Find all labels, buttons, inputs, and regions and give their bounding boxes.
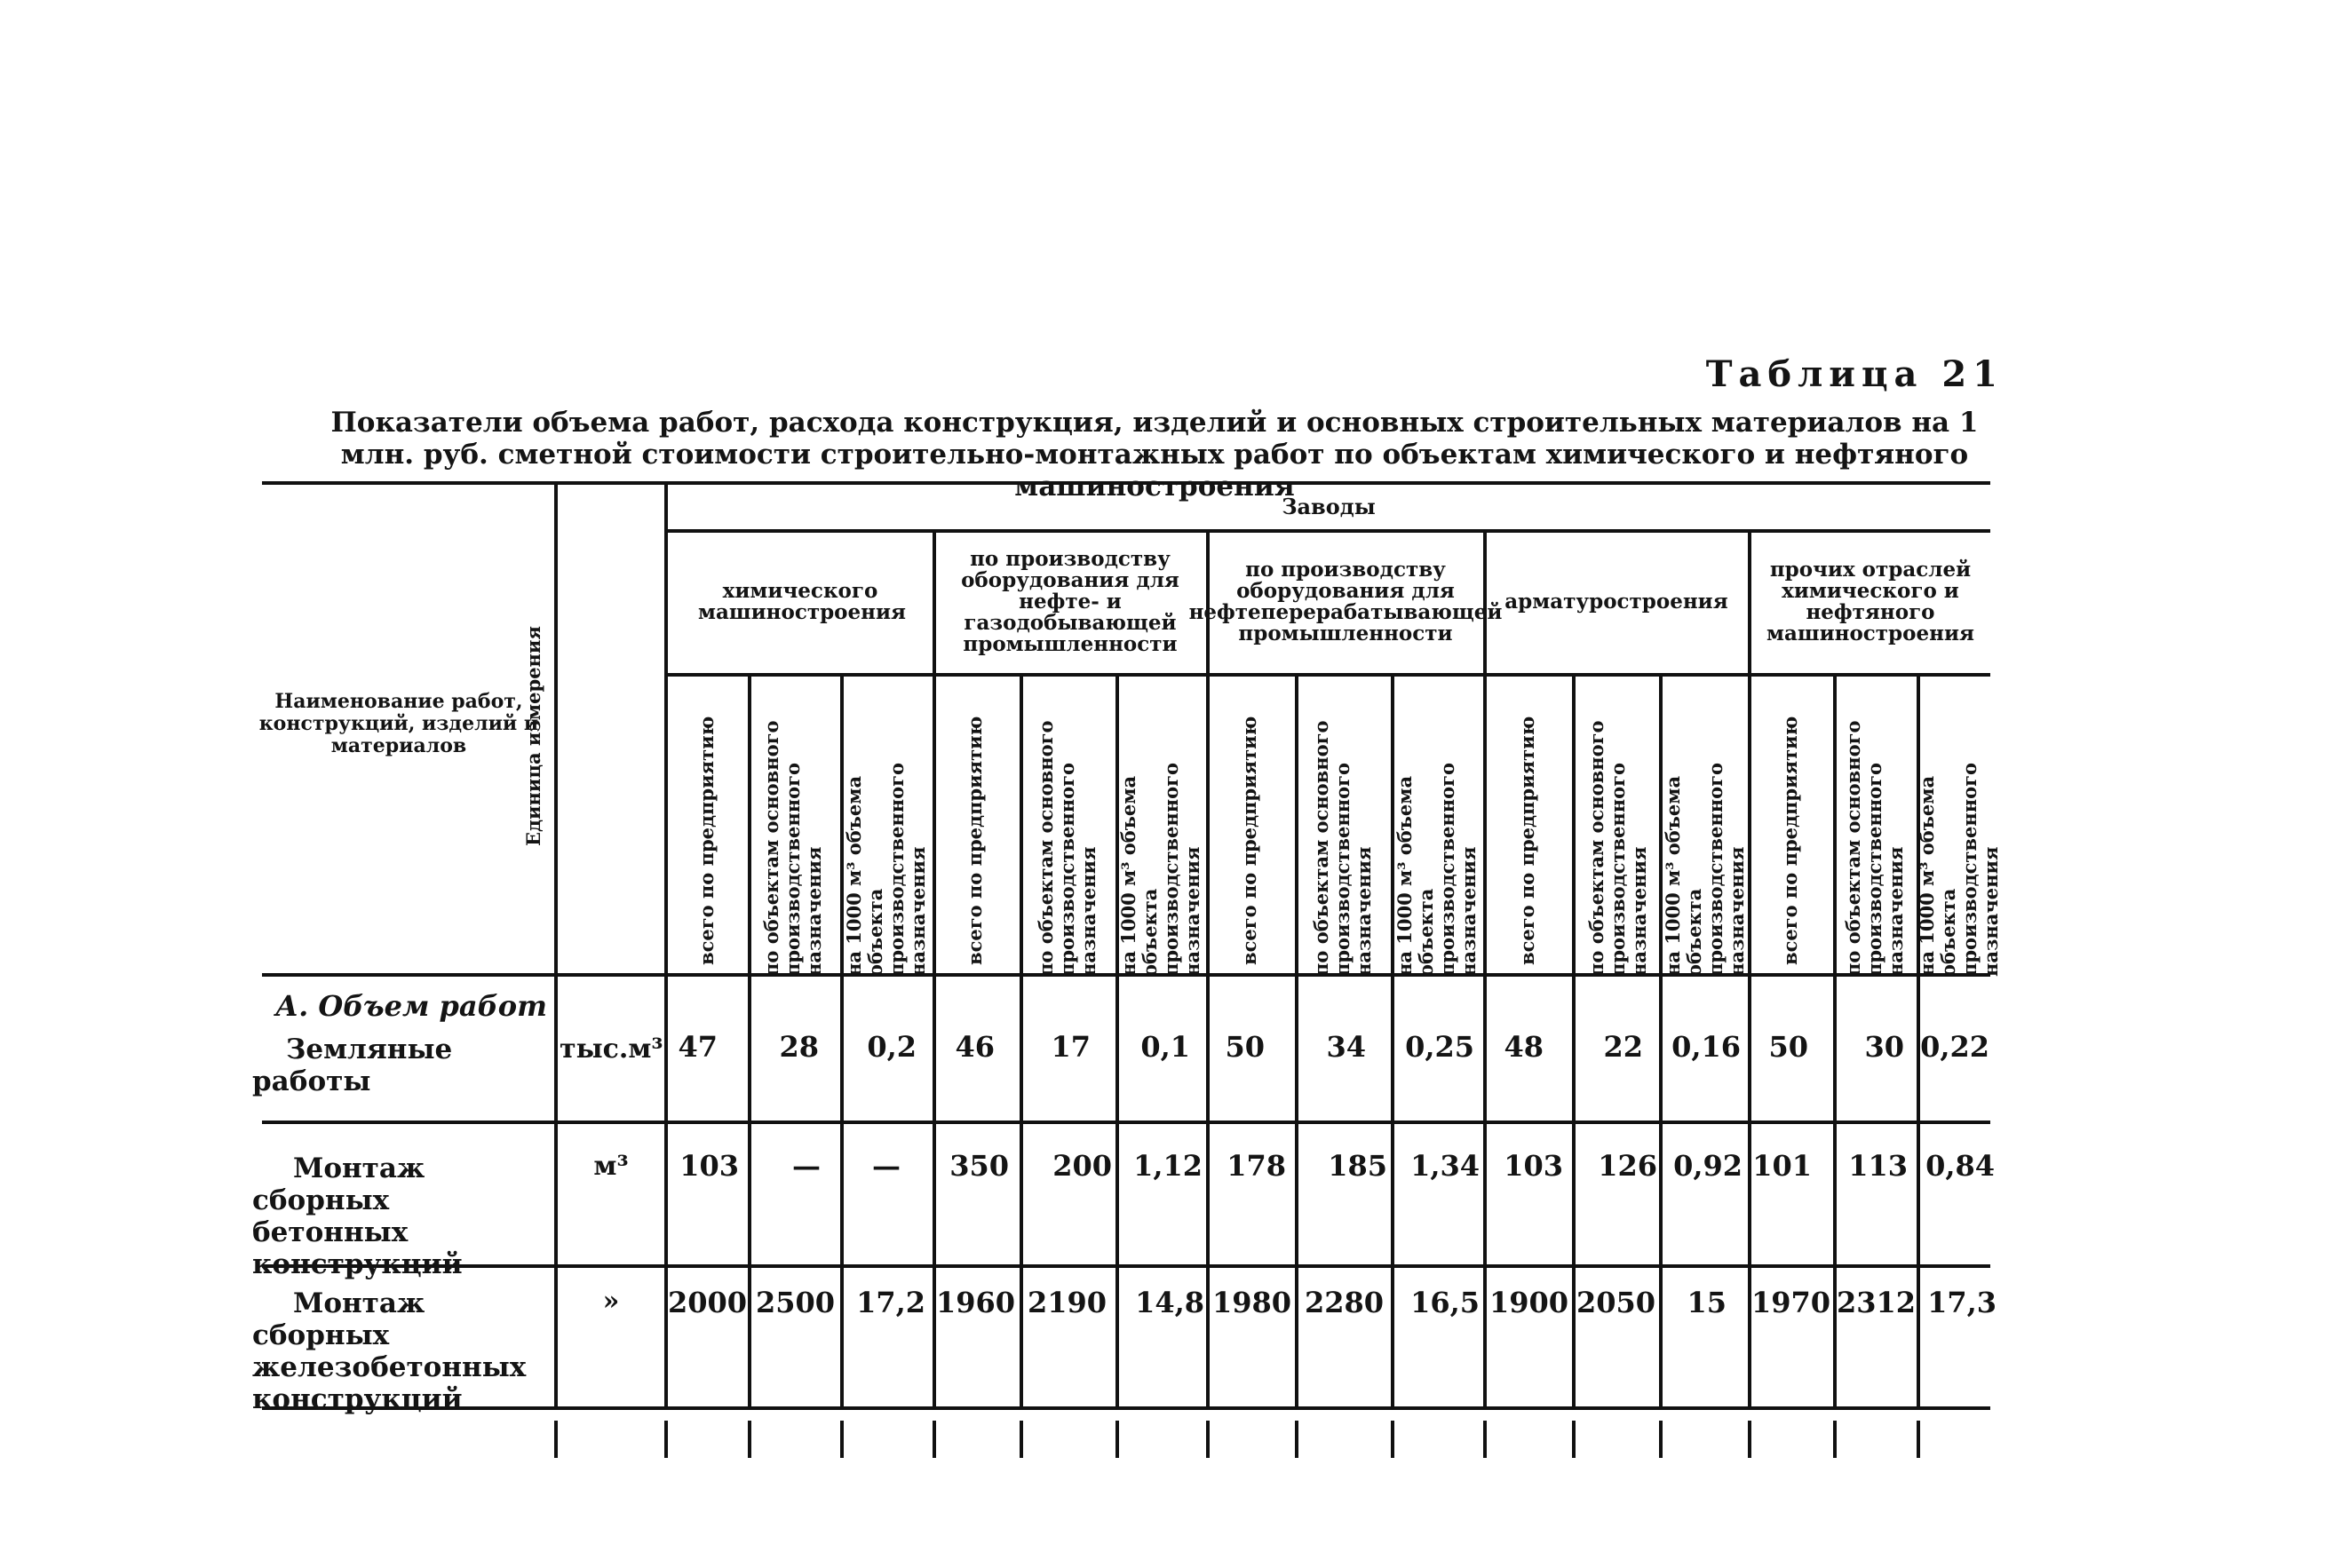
subcol-header-per1000: на 1000 м³ объема объекта производственного назначения bbox=[1662, 762, 1748, 977]
value-cell: 17,3 bbox=[1927, 1286, 1997, 1319]
group-header-valves bbox=[1487, 533, 1746, 671]
value-cell: 2312 bbox=[1837, 1286, 1917, 1319]
group-header-oil-refining bbox=[1188, 533, 1503, 671]
value-cell: 126 bbox=[1598, 1149, 1657, 1183]
name-column-header bbox=[254, 657, 544, 790]
continuation-tick bbox=[1572, 1421, 1576, 1458]
table-label: Таблица 21 bbox=[1705, 353, 2004, 395]
subcol-header-main: по объектам основного производственного назначения bbox=[1035, 720, 1100, 977]
row-unit: м³ bbox=[593, 1151, 629, 1182]
value-cell: 0,92 bbox=[1673, 1149, 1743, 1183]
continuation-tick bbox=[1206, 1421, 1210, 1458]
group-header-oil-gas-extraction bbox=[936, 533, 1204, 671]
value-cell: — bbox=[792, 1149, 821, 1183]
value-cell: 17 bbox=[1051, 1030, 1091, 1064]
value-cell: — bbox=[872, 1149, 901, 1183]
continuation-tick bbox=[748, 1421, 751, 1458]
continuation-tick bbox=[1659, 1421, 1663, 1458]
value-cell: 185 bbox=[1328, 1149, 1387, 1183]
value-cell: 28 bbox=[779, 1030, 819, 1064]
value-cell: 1970 bbox=[1751, 1286, 1831, 1319]
value-cell: 2500 bbox=[755, 1286, 835, 1319]
value-cell: 48 bbox=[1504, 1030, 1544, 1064]
subcol-header-main: по объектам основного производственного назначения bbox=[1842, 720, 1907, 977]
row-name: Монтаж сборных бетонных конструкций bbox=[252, 1152, 463, 1280]
value-cell: 47 bbox=[678, 1030, 718, 1064]
value-cell: 16,5 bbox=[1410, 1286, 1480, 1319]
value-cell: 0,84 bbox=[1925, 1149, 1995, 1183]
row-unit: » bbox=[602, 1286, 620, 1317]
value-cell: 1,12 bbox=[1133, 1149, 1203, 1183]
unit-column-header: Единица измерения bbox=[522, 625, 544, 847]
value-cell: 17,2 bbox=[856, 1286, 925, 1319]
group-header-label: по производству оборудования для нефте- и газодобывающей промышленности bbox=[961, 547, 1179, 656]
value-cell: 22 bbox=[1603, 1030, 1643, 1064]
continuation-tick bbox=[1391, 1421, 1394, 1458]
continuation-tick bbox=[840, 1421, 844, 1458]
continuation-tick bbox=[933, 1421, 936, 1458]
group-header-other bbox=[1751, 533, 1989, 671]
value-cell: 178 bbox=[1227, 1149, 1286, 1183]
value-cell: 46 bbox=[955, 1030, 995, 1064]
continuation-tick bbox=[1833, 1421, 1837, 1458]
subcol-header-total: всего по предприятию bbox=[1779, 716, 1801, 965]
value-cell: 350 bbox=[949, 1149, 1009, 1183]
continuation-tick bbox=[1748, 1421, 1751, 1458]
subcol-header-per1000: на 1000 м³ объема объекта производственного назначения bbox=[1117, 762, 1203, 977]
group-header-chemical bbox=[670, 533, 931, 671]
row1-bottom-rule bbox=[262, 1121, 1990, 1124]
section-heading: А. Объем работ bbox=[275, 989, 547, 1023]
subcol-header-main: по объектам основного производственного назначения bbox=[1585, 720, 1650, 977]
group-header-label: арматуростроения bbox=[1504, 590, 1728, 614]
value-cell: 30 bbox=[1864, 1030, 1904, 1064]
subcol-header-per1000: на 1000 м³ объема объекта производственного назначения bbox=[1916, 762, 2002, 977]
subcol-header-total: всего по предприятию bbox=[964, 716, 986, 965]
col-rule bbox=[664, 481, 668, 1406]
subcol-header-main: по объектам основного производственного назначения bbox=[1310, 720, 1375, 977]
table-title: Показатели объема работ, расхода конструкция, изделий и основных строительных материалов на 1 млн. руб. сметной стоимости строительно-монтажных работ по объектам химического и нефтяного машиностроения bbox=[330, 407, 1979, 503]
value-cell: 0,16 bbox=[1671, 1030, 1741, 1064]
zavody-header bbox=[668, 485, 1989, 527]
value-cell: 2190 bbox=[1027, 1286, 1107, 1319]
value-cell: 14,8 bbox=[1135, 1286, 1204, 1319]
subcol-header-per1000: на 1000 м³ объема объекта производственного назначения bbox=[843, 762, 929, 977]
value-cell: 50 bbox=[1225, 1030, 1265, 1064]
subcol-header-per1000: на 1000 м³ объема объекта производственного назначения bbox=[1393, 762, 1480, 977]
subcol-header-total: всего по предприятию bbox=[695, 716, 718, 965]
value-cell: 101 bbox=[1752, 1149, 1812, 1183]
value-cell: 103 bbox=[679, 1149, 739, 1183]
value-cell: 200 bbox=[1052, 1149, 1112, 1183]
continuation-tick bbox=[1295, 1421, 1298, 1458]
value-cell: 0,1 bbox=[1140, 1030, 1190, 1064]
group-header-label: по производству оборудования для нефтеперерабатывающей промышленности bbox=[1188, 558, 1503, 645]
value-cell: 0,25 bbox=[1405, 1030, 1474, 1064]
row-name: Земляные работы bbox=[252, 1033, 453, 1097]
continuation-tick bbox=[1115, 1421, 1119, 1458]
zavody-header-text: Заводы bbox=[1282, 493, 1376, 519]
value-cell: 2050 bbox=[1576, 1286, 1655, 1319]
value-cell: 1900 bbox=[1489, 1286, 1568, 1319]
value-cell: 15 bbox=[1687, 1286, 1727, 1319]
value-cell: 1960 bbox=[936, 1286, 1016, 1319]
value-cell: 2280 bbox=[1304, 1286, 1384, 1319]
continuation-tick bbox=[1483, 1421, 1487, 1458]
continuation-tick bbox=[1917, 1421, 1920, 1458]
value-cell: 113 bbox=[1848, 1149, 1908, 1183]
subcol-header-main: по объектам основного производственного назначения bbox=[760, 720, 825, 977]
value-cell: 1980 bbox=[1211, 1286, 1291, 1319]
subcol-header-total: всего по предприятию bbox=[1516, 716, 1538, 965]
row-name: Монтаж сборных железобетонных конструкций bbox=[252, 1287, 527, 1415]
value-cell: 0,22 bbox=[1920, 1030, 1989, 1064]
continuation-tick bbox=[1020, 1421, 1023, 1458]
group-header-label: химического машиностроения bbox=[698, 579, 907, 624]
value-cell: 2000 bbox=[668, 1286, 748, 1319]
value-cell: 34 bbox=[1326, 1030, 1366, 1064]
name-column-header-text: Наименование работ, конструкций, изделий и материалов bbox=[258, 689, 539, 757]
row-unit: тыс.м³ bbox=[560, 1033, 663, 1065]
group-header-label: прочих отраслей химического и нефтяного машиностроения bbox=[1766, 558, 1975, 645]
value-cell: 1,34 bbox=[1410, 1149, 1480, 1183]
value-cell: 50 bbox=[1768, 1030, 1808, 1064]
continuation-tick bbox=[554, 1421, 558, 1458]
value-cell: 0,2 bbox=[867, 1030, 917, 1064]
subcol-header-total: всего по предприятию bbox=[1238, 716, 1260, 965]
groups-under-rule bbox=[666, 673, 1990, 677]
continuation-tick bbox=[664, 1421, 668, 1458]
value-cell: 103 bbox=[1504, 1149, 1563, 1183]
